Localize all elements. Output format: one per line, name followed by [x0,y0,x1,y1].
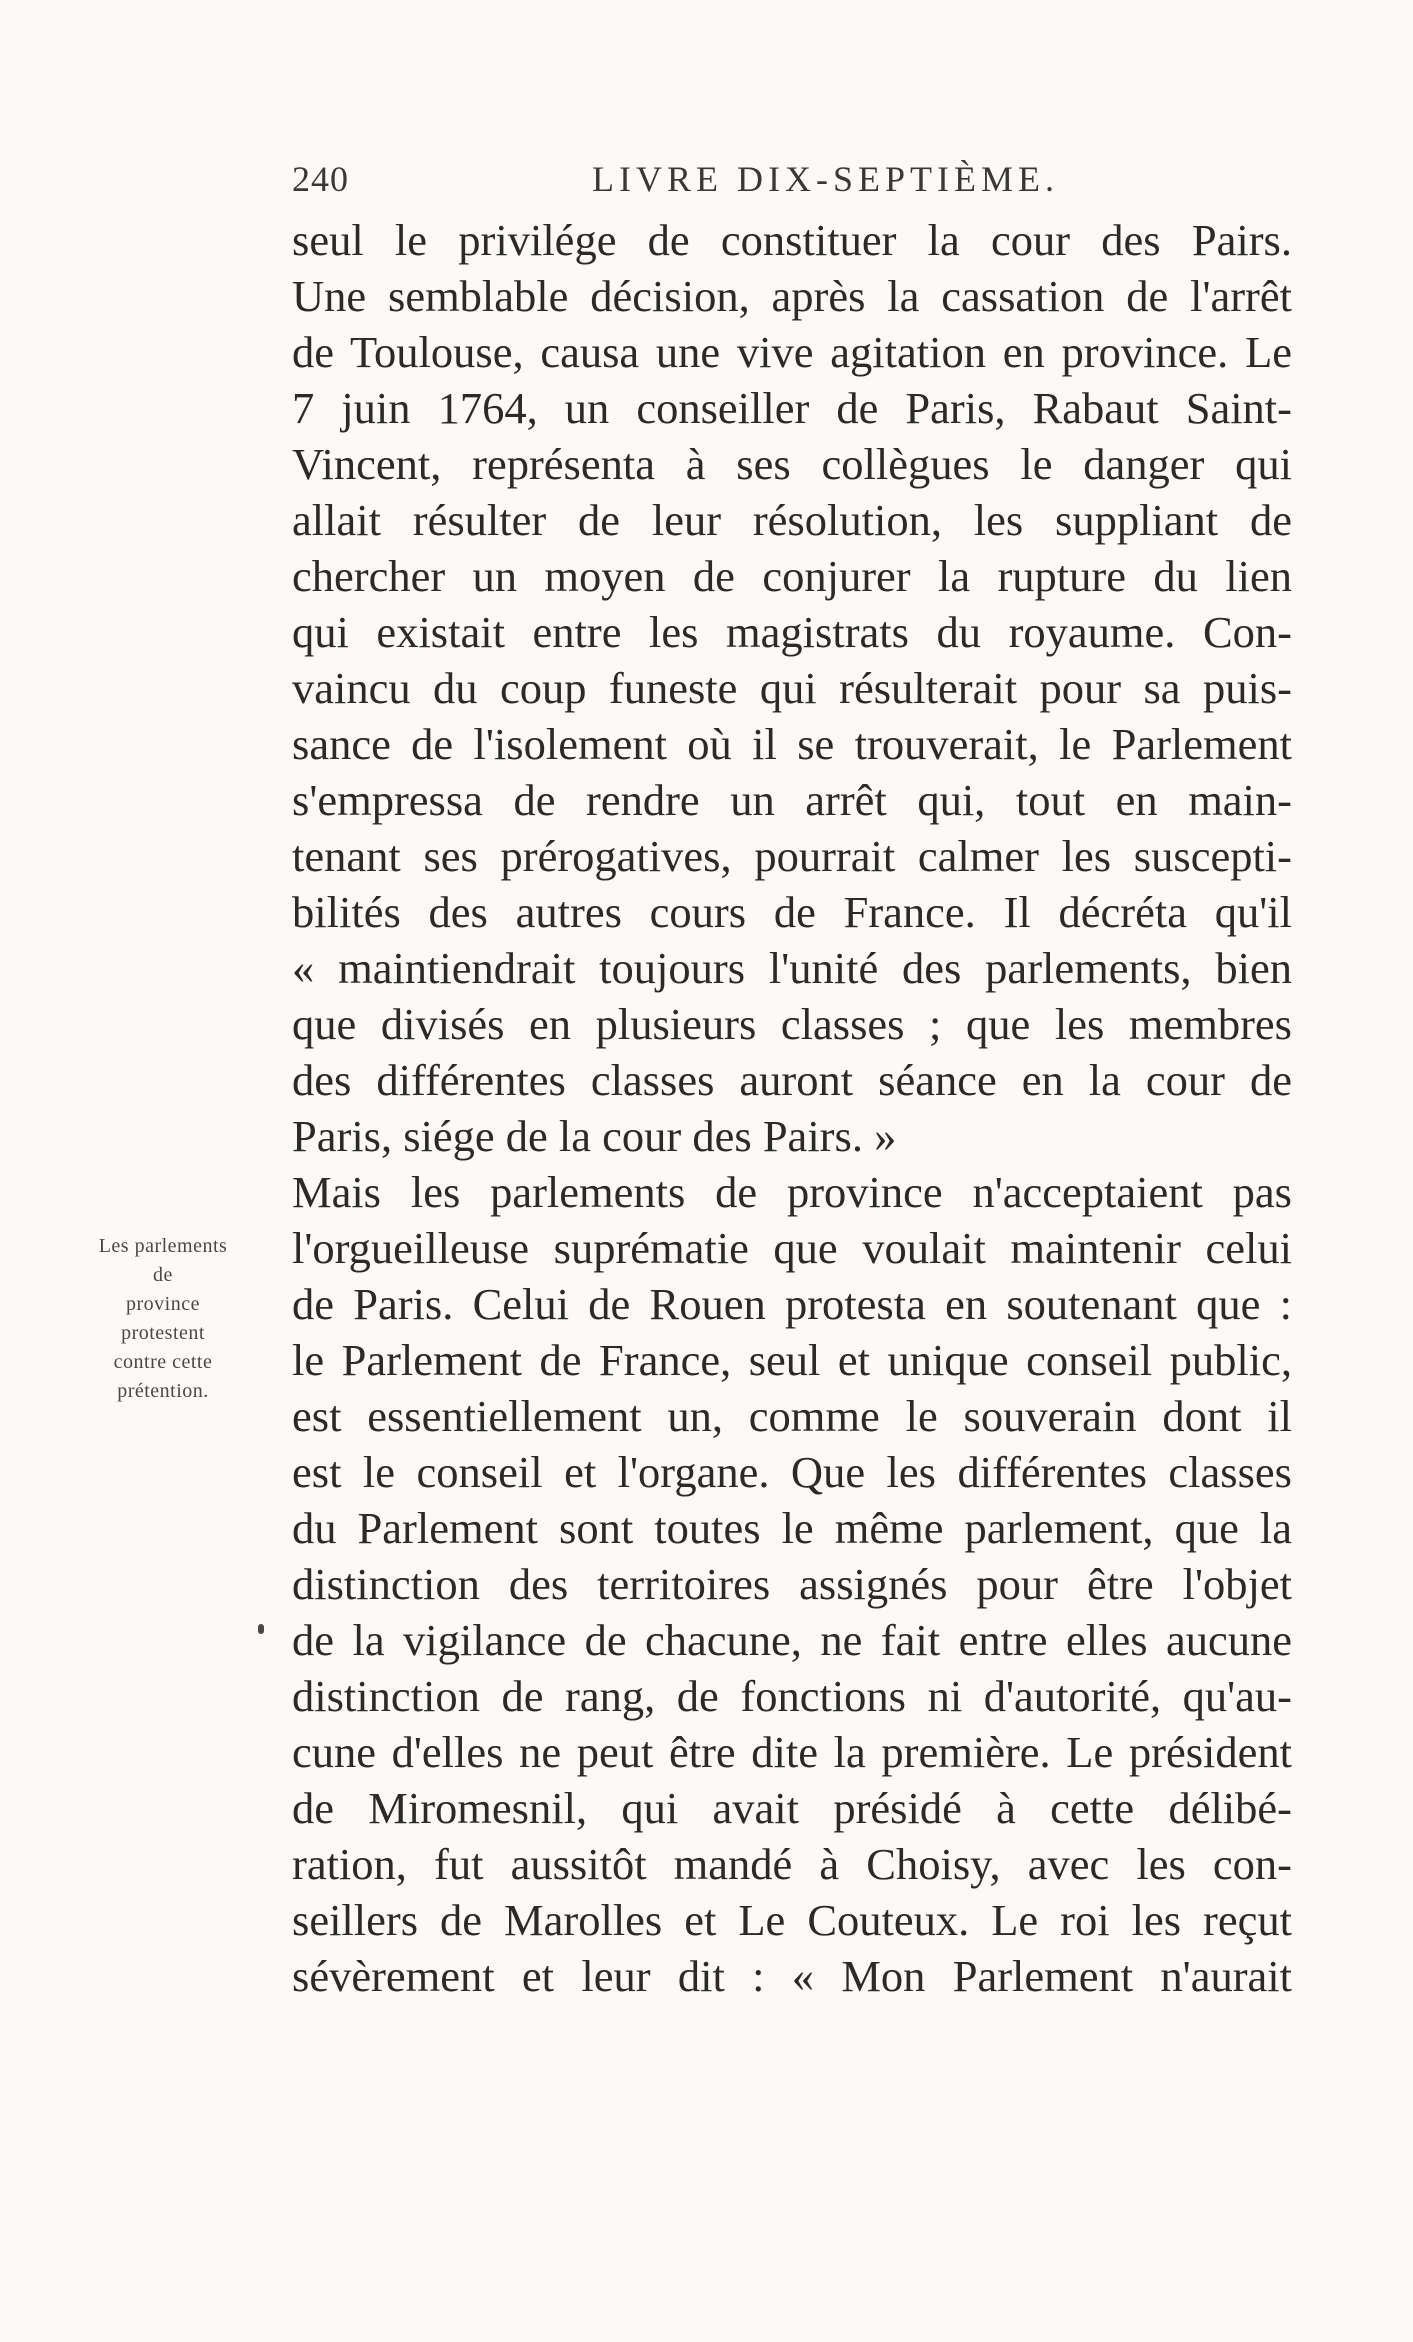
page-number: 240 [292,159,349,199]
margin-note-line: province [126,1293,200,1315]
text-line: seillers de Marolles et Le Couteux. Le roi les reçut [292,1895,1292,1945]
text-line: allait résulter de leur résolution, les suppliant de [292,495,1292,545]
running-title: LIVRE DIX-SEPTIÈME. [592,159,1059,199]
text-line: cune d'elles ne peut être dite la première. Le président [292,1727,1292,1777]
text-line: que divisés en plusieurs classes ; que les membres [292,999,1292,1049]
margin-note-line: prétention. [117,1380,209,1402]
text-line: sance de l'isolement où il se trouverait, le Parlement [292,719,1292,769]
margin-note-line: de [153,1264,173,1286]
text-line: qui existait entre les magistrats du royaume. Con- [292,607,1292,657]
margin-note-line: contre cette [113,1351,213,1373]
margin-note [58,1232,268,1406]
text-line: bilités des autres cours de France. Il décréta qu'il [292,887,1292,937]
text-line: Vincent, représenta à ses collègues le danger qui [292,439,1292,489]
text-line: de Toulouse, causa une vive agitation en province. Le [292,327,1292,377]
text-line: s'empressa de rendre un arrêt qui, tout en main- [292,775,1292,825]
margin-note-line: Les parlements [98,1235,228,1257]
text-line: tenant ses prérogatives, pourrait calmer les suscepti- [292,831,1292,881]
text-line: de la vigilance de chacune, ne fait entre elles aucune [292,1615,1292,1665]
text-line: « maintiendrait toujours l'unité des parlements, bien [292,943,1292,993]
text-line: le Parlement de France, seul et unique conseil public, [292,1335,1292,1385]
text-line: du Parlement sont toutes le même parlement, que la [292,1503,1292,1553]
text-line: distinction de rang, de fonctions ni d'autorité, qu'au- [292,1671,1292,1721]
text-line: ration, fut aussitôt mandé à Choisy, avec les con- [292,1839,1292,1889]
running-head [292,158,1292,208]
text-line: de Miromesnil, qui avait présidé à cette délibé- [292,1783,1292,1833]
text-line: seul le privilége de constituer la cour des Pairs. [292,215,1292,265]
margin-note-line: protestent [121,1322,205,1344]
text-line: l'orgueilleuse suprématie que voulait maintenir celui [292,1223,1292,1273]
text-line: Une semblable décision, après la cassation de l'arrêt [292,271,1292,321]
ink-speck [258,1624,264,1634]
text-line: est essentiellement un, comme le souverain dont il [292,1391,1292,1441]
text-line: de Paris. Celui de Rouen protesta en soutenant que : [292,1279,1292,1329]
text-line: distinction des territoires assignés pour être l'objet [292,1559,1292,1609]
text-line: 7 juin 1764, un conseiller de Paris, Rabaut Saint- [292,383,1292,433]
text-line: Mais les parlements de province n'acceptaient pas [292,1167,1292,1217]
text-line: est le conseil et l'organe. Que les différentes classes [292,1447,1292,1497]
text-line: chercher un moyen de conjurer la rupture du lien [292,551,1292,601]
text-line: des différentes classes auront séance en la cour de [292,1055,1292,1105]
text-line: sévèrement et leur dit : « Mon Parlement n'aurait [292,1951,1292,2001]
text-line: vaincu du coup funeste qui résulterait pour sa puis- [292,663,1292,713]
body-text [292,212,1292,2004]
text-line: Paris, siége de la cour des Pairs. » [292,1111,897,1161]
